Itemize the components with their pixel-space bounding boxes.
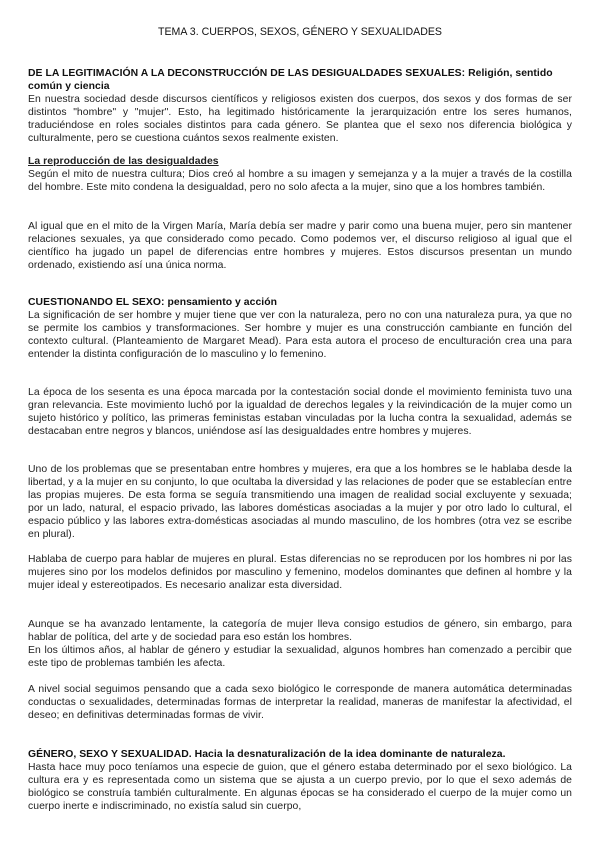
section-heading: DE LA LEGITIMACIÓN A LA DECONSTRUCCIÓN DE LAS DESIGUALDADES SEXUALES: Religión, sentido común y ciencia <box>28 68 553 92</box>
section-heading: GÉNERO, SEXO Y SEXUALIDAD. Hacia la desnaturalización de la idea dominante de naturaleza. <box>28 749 506 760</box>
paragraph-text: Según el mito de nuestra cultura; Dios creó al hombre a su imagen y semejanza y a la mujer a través de la costilla del hombre. Este mito condena la desigualdad, pero no solo afecta a la mujer, sino que a los hombres también. <box>28 169 572 193</box>
subheading-text: La reproducción de las desigualdades <box>28 156 219 167</box>
paragraph-text: A nivel social seguimos pensando que a cada sexo biológico le corresponde de manera automática determinadas conductas o sexualidades, determinadas formas de interpretar la realidad, maneras de manifestar la afectividad, el deseo; en definitivas determinadas formas de vivir. <box>28 684 572 721</box>
paragraph-text: Uno de los problemas que se presentaban entre hombres y mujeres, era que a los hombres se le hablaba desde la libertad, y a la mujer en su conjunto, lo que ocultaba la diversidad y las relaciones de poder que se establecían entre las propias mujeres. De esta forma se seguía transmitiendo una imagen de realidad social excluyente y sexuada; por un lado, natural, el espacio privado, las labores domésticas asociadas a la mujer y por otro lado lo cultural, el espacio público y las labores extra-domésticas asociadas al mundo masculino, de los hombres (otra vez se escribe en plural). <box>28 464 572 540</box>
paragraph <box>28 553 572 592</box>
section-heading: CUESTIONANDO EL SEXO: pensamiento y acción <box>28 297 278 308</box>
paragraph <box>28 386 572 438</box>
subheading <box>28 155 572 168</box>
paragraph-text: La significación de ser hombre y mujer tiene que ver con la naturaleza, pero no con una naturaleza pura, ya que no se permite los cambios y transformaciones. Ser hombre y mujer es una construcción cambiante en función del contexto cultural. (Planteamiento de Margaret Mead). Para esta autora el proceso de enculturación crea una para entender la distinta configuración de lo masculino y lo femenino. <box>28 310 572 360</box>
paragraph <box>28 220 572 272</box>
paragraph-text: Al igual que en el mito de la Virgen María, María debía ser madre y parir como una buena mujer, pero sin mantener relaciones sexuales, ya que considerado como pecado. Como podemos ver, el discurso religioso al igual que el científico ha jugado un papel de diferencias entre hombres y mujeres. Estos discursos presentan un mundo ordenado, existiendo así una única norma. <box>28 221 572 271</box>
paragraph <box>28 309 572 361</box>
paragraph-text: La época de los sesenta es una época marcada por la contestación social donde el movimiento feminista tuvo una gran relevancia. Este movimiento luchó por la igualdad de derechos legales y la reivindicación de la mujer como un sujeto histórico y político, las primeras feministas estaban vinculadas por la lucha contra la sexualidad, además se destacaban entre negros y blancos, uniéndose así las desigualdades entre hombres y mujeres. <box>28 387 572 437</box>
paragraph-text: En los últimos años, al hablar de género y estudiar la sexualidad, algunos hombres han comenzado a percibir que este tipo de problemas también les afecta. <box>28 645 572 669</box>
paragraph-text: Aunque se ha avanzado lentamente, la categoría de mujer lleva consigo estudios de género, sin embargo, para hablar de política, del arte y de sociedad para eso están los hombres. <box>28 619 572 643</box>
paragraph <box>28 168 572 194</box>
paragraph <box>28 761 572 813</box>
paragraph-text: Hablaba de cuerpo para hablar de mujeres en plural. Estas diferencias no se reproducen por los hombres ni por las mujeres sino por los modelos definidos por masculino y femenino, modelos dominantes que definen al hombre y la mujer ideal y estereotipados. Es necesario analizar esta diversidad. <box>28 554 572 591</box>
paragraph-text: En nuestra sociedad desde discursos científicos y religiosos existen dos cuerpos, dos sexos y dos formas de ser distintos "hombre" y "mujer". Esto, ha legitimado históricamente la jerarquización entre los seres humanos, traduciéndose en roles sociales distintos para cada género. Se plantea que el sexo nos diferencia biológica y culturalmente, pero se cuestiona cuántos sexos realmente existen. <box>28 94 572 144</box>
paragraph <box>28 618 572 670</box>
paragraph <box>28 93 572 145</box>
document-title: TEMA 3. CUERPOS, SEXOS, GÉNERO Y SEXUALIDADES <box>158 26 442 38</box>
paragraph-text: Hasta hace muy poco teníamos una especie de guion, que el género estaba determinado por el sexo biológico. La cultura era y es representada como un sistema que se ajusta a un cuerpo previo, por lo que el sexo además de biológico se construía también culturalmente. En algunas épocas se ha considerado el cuerpo de la mujer como un cuerpo inerte e indiscriminado, no existía salud sin cuerpo, <box>28 762 572 812</box>
paragraph <box>28 683 572 722</box>
paragraph <box>28 463 572 541</box>
